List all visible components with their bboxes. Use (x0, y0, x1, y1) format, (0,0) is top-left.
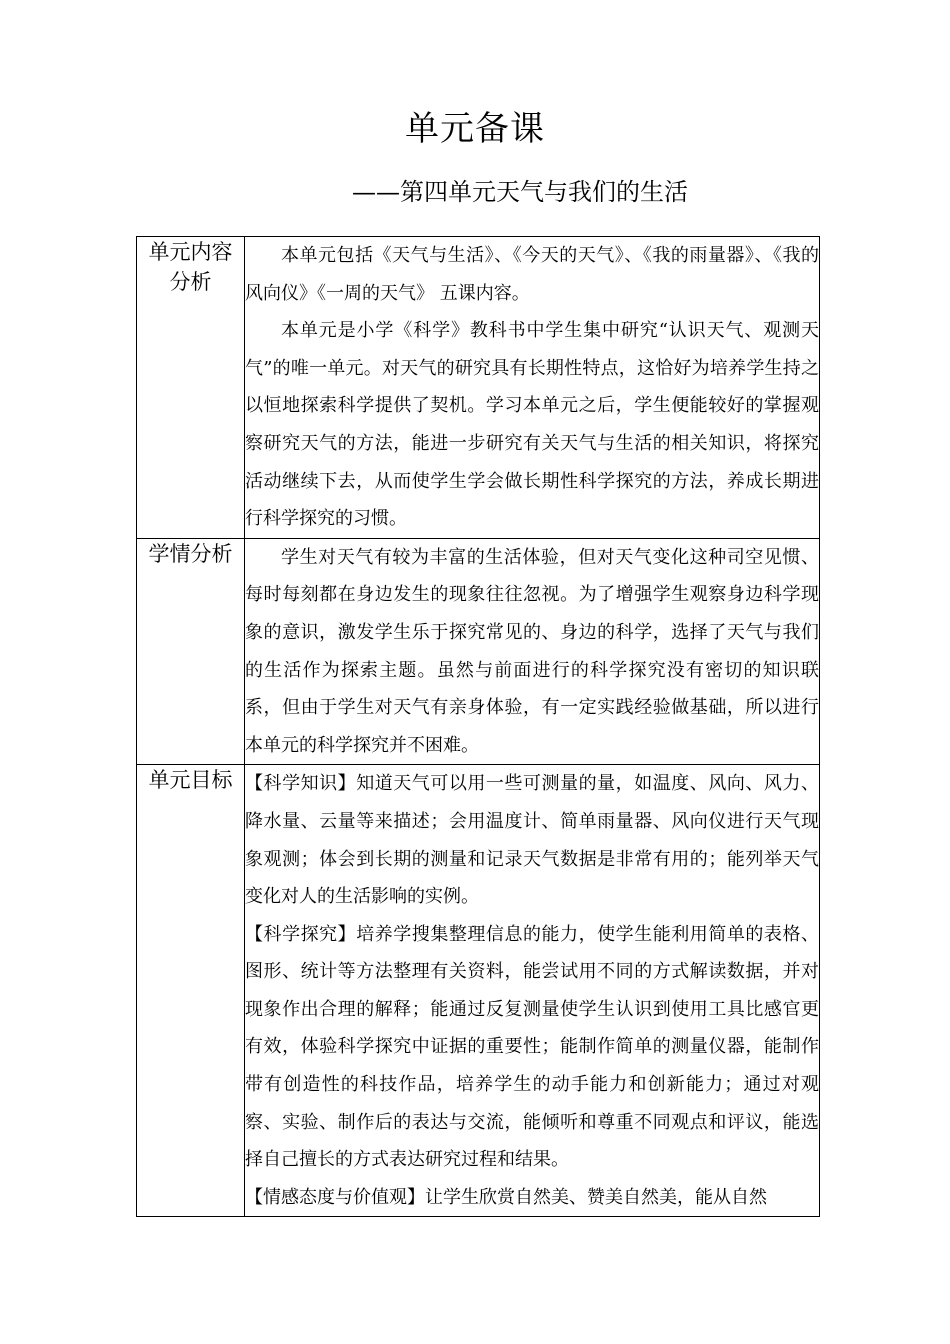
goal-tag: 【科学知识】 (245, 773, 357, 795)
goal-paragraph-inquiry (245, 916, 819, 1179)
content-paragraph: 本单元是小学《科学》教科书中学生集中研究“认识天气、观测天气”的唯一单元。对天气的研究具有长期性特点，这恰好为培养学生持之以恒地探索科学提供了契机。学习本单元之后，学生便能较好的掌握观察研究天气的方法，能进一步研究有关天气与生活的相关知识，将探究活动继续下去，从而使学生学会做长期性科学探究的方法，养成长期进行科学探究的习惯。 (245, 320, 819, 530)
goal-paragraph-knowledge (245, 765, 819, 915)
goal-text: 让学生欣赏自然美、赞美自然美，能从自然 (425, 1186, 767, 1208)
row-content-cell (245, 765, 820, 1217)
row-content-cell (245, 538, 820, 765)
goal-tag: 【科学探究】 (245, 923, 357, 945)
row-label-unit-goals: 单元目标 (148, 768, 233, 793)
table-row-unit-goals (137, 765, 820, 1217)
goal-tag: 【情感态度与价值观】 (245, 1186, 425, 1208)
row-label-cell (137, 237, 245, 539)
lesson-plan-table (136, 236, 820, 1217)
row-label-student-analysis: 学情分析 (148, 541, 233, 566)
goal-text: 培养学搜集整理信息的能力，使学生能利用简单的表格、图形、统计等方法整理有关资料，能尝试用不同的方式解读数据，并对现象作出合理的解释；能通过反复测量使学生认识到使用工具比感官更有效，体验科学探究中证据的重要性；能制作简单的测量仪器，能制作带有创造性的科技作品，培养学生的动手能力和创新能力；通过对观察、实验、制作后的表达与交流，能倾听和尊重不同观点和评议，能选择自己擅长的方式表达研究过程和结果。 (245, 923, 820, 1171)
goal-text: 知道天气可以用一些可测量的量，如温度、风向、风力、降水量、云量等来描述；会用温度计、简单雨量器、风向仪进行天气现象观测；体会到长期的测量和记录天气数据是非常有用的；能列举天气变化对人的生活影响的实例。 (245, 773, 820, 908)
row-content-cell (245, 237, 820, 539)
goal-paragraph-attitude (245, 1179, 819, 1217)
row-label-content-analysis: 单元内容 分析 (148, 240, 233, 294)
page-title: 单元备课 (405, 109, 545, 149)
table-row-content-analysis (137, 237, 820, 539)
page-subtitle: ——第四单元天气与我们的生活 (352, 178, 688, 206)
content-paragraph: 本单元包括《天气与生活》、《今天的天气》、《我的雨量器》、《我的风向仪》《一周的天气》 五课内容。 (245, 245, 819, 304)
row-label-cell (137, 765, 245, 1217)
table-row-student-analysis (137, 538, 820, 765)
row-label-cell (137, 538, 245, 765)
content-paragraph: 学生对天气有较为丰富的生活体验，但对天气变化这种司空见惯、每时每刻都在身边发生的现象往往忽视。为了增强学生观察身边科学现象的意识，激发学生乐于探究常见的、身边的科学，选择了天气与我们的生活作为探索主题。虽然与前面进行的科学探究没有密切的知识联系，但由于学生对天气有亲身体验，有一定实践经验做基础，所以进行本单元的科学探究并不困难。 (245, 546, 819, 756)
